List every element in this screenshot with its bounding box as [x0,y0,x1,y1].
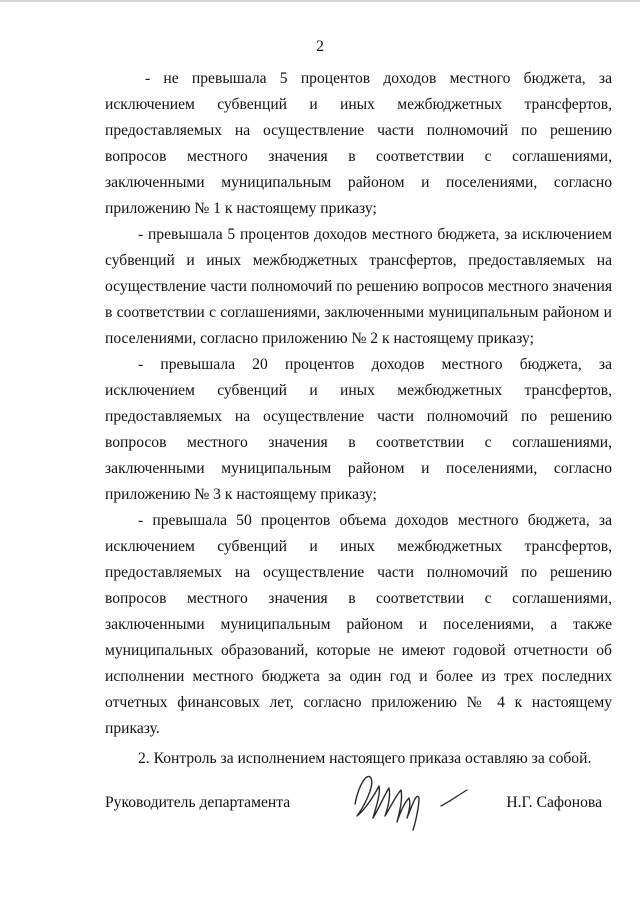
paragraph-control-clause: 2. Контроль за исполнением настоящего приказа оставляю за собой. [138,750,592,767]
signature-block [105,786,612,826]
paragraph-item-2: - превышала 5 процентов доходов местного бюджета, за исключением субвенций и иных межбюджетных трансфертов, предоставляемых на осуществление части полномочий по решению вопросов местного значения в соответствии с соглашениями, заключенными муниципальным районом и поселениями, согласно приложению № 2 к настоящему приказу; [105,226,612,347]
signer-position: Руководитель департамента [105,794,291,811]
signer-name: Н.Г. Сафонова [506,794,602,811]
scan-top-edge [0,0,640,2]
paragraph-item-3: - превышала 20 процентов доходов местного бюджета, за исключением субвенций и иных межбюджетных трансфертов, предоставляемых на осуществление части полномочий по решению вопросов местного значения в соответствии с соглашениями, заключенными муниципальным районом и поселениями, согласно приложению № 3 к настоящему приказу; [105,356,612,503]
page-number: 2 [316,38,324,55]
document-body [105,66,612,772]
paragraph-item-1: - не превышала 5 процентов доходов местного бюджета, за исключением субвенций и иных межбюджетных трансфертов, предоставляемых на осуществление части полномочий по решению вопросов местного значения в соответствии с соглашениями, заключенными муниципальным районом и поселениями, согласно приложению № 1 к настоящему приказу; [105,70,612,217]
handwritten-signature [345,764,475,834]
paragraph-item-4: - превышала 50 процентов объема доходов местного бюджета, за исключением субвенций и иных межбюджетных трансфертов, предоставляемых на осуществление части полномочий по решению вопросов местного значения в соответствии с соглашениями, заключенными муниципальным районом и поселениями, а также муниципальных образований, которые не имеют годовой отчетности об исполнении местного бюджета за один год и более из трех последних отчетных финансовых лет, согласно приложению № 4 к настоящему приказу. [105,512,612,737]
